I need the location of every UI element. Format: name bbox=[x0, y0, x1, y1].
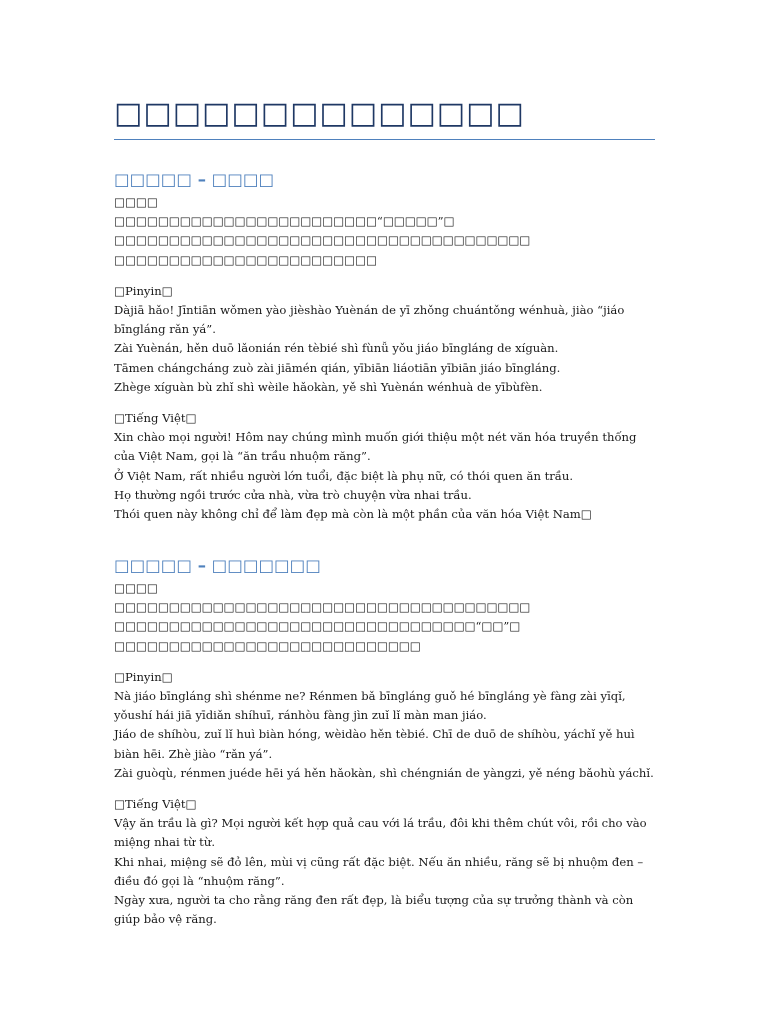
vietnamese-label: □Tiếng Việt□ bbox=[114, 797, 197, 812]
pinyin-line: Nà jiáo bīngláng shì shénme ne? Rénmen bǎ bīngláng guǒ hé bīngláng yè fàng zài yīqǐ, yǒushí hái jiā yīdiǎn shíhuī, ránhòu fàng jìn zuǐ lǐ màn man jiáo. bbox=[114, 689, 626, 723]
chinese-line: □□□□□□□□□□□□□□□□□□□□□□□□□□□□□□□□□“□□”□ bbox=[114, 619, 521, 634]
vietnamese-line: Thói quen này không chỉ để làm đẹp mà còn là một phần của văn hóa Việt Nam□ bbox=[114, 507, 592, 522]
vietnamese-line: Họ thường ngồi trước cửa nhà, vừa trò chuyện vừa nhai trầu. bbox=[114, 487, 472, 502]
chinese-line: □□□□□□□□□□□□□□□□□□□□□□□□□□□□ bbox=[114, 638, 421, 653]
section-heading: □□□□□ – □□□□ bbox=[114, 170, 275, 189]
pinyin-line: Zài Yuènán, hěn duō lǎonián rén tèbié shì fùnǚ yǒu jiáo bīngláng de xíguàn. bbox=[114, 341, 559, 356]
pinyin-line: Zài guòqù, rénmen juéde hēi yá hěn hǎokàn, shì chéngnián de yàngzi, yě néng bǎohù yáchǐ. bbox=[114, 765, 654, 780]
pinyin-line: Jiáo de shíhòu, zuǐ lǐ huì biàn hóng, wèidào hěn tèbié. Chī de duō de shíhòu, yáchǐ yě huì biàn hēi. Zhè jiào “rǎn yá”. bbox=[114, 727, 635, 761]
pinyin-label: □Pinyin□ bbox=[114, 283, 173, 298]
chinese-label: □□□□ bbox=[114, 195, 158, 209]
pinyin-line: Dàjiā hǎo! Jīntiān wǒmen yào jièshào Yuènán de yī zhǒng chuántǒng wénhuà, jiào “jiáo bīngláng rǎn yá”. bbox=[114, 303, 625, 337]
pinyin-line: Tāmen chángcháng zuò zài jiāmén qián, yībiān liáotiān yībiān jiáo bīngláng. bbox=[114, 360, 561, 375]
vietnamese-line: Vậy ăn trầu là gì? Mọi người kết hợp quả cau với lá trầu, đôi khi thêm chút vôi, rồi cho vào miệng nhai từ từ. bbox=[114, 816, 647, 850]
chinese-line: □□□□□□□□□□□□□□□□□□□□□□□□□□□□□□□□□□□□□□ bbox=[114, 233, 531, 248]
vietnamese-line: Khi nhai, miệng sẽ đỏ lên, mùi vị cũng rất đặc biệt. Nếu ăn nhiều, răng sẽ bị nhuộm đen – điều đó gọi là “nhuộm răng”. bbox=[114, 854, 644, 888]
vietnamese-line: Ngày xưa, người ta cho rằng răng đen rất đẹp, là biểu tượng của sự trưởng thành và còn giúp bảo vệ răng. bbox=[114, 893, 634, 927]
vietnamese-label: □Tiếng Việt□ bbox=[114, 411, 197, 426]
vietnamese-line: Xin chào mọi người! Hôm nay chúng mình muốn giới thiệu một nét văn hóa truyền thống của Việt Nam, gọi là “ăn trầu nhuộm răng”. bbox=[114, 430, 637, 464]
pinyin-label: □Pinyin□ bbox=[114, 669, 173, 684]
chinese-line: □□□□□□□□□□□□□□□□□□□□□□□□□□□□□□□□□□□□□□ bbox=[114, 600, 531, 615]
chinese-line: □□□□□□□□□□□□□□□□□□□□□□□□ bbox=[114, 252, 377, 267]
vietnamese-line: Ở Việt Nam, rất nhiều người lớn tuổi, đặc biệt là phụ nữ, có thói quen ăn trầu. bbox=[114, 468, 574, 483]
pinyin-line: Zhège xíguàn bù zhǐ shì wèile hǎokàn, yě shì Yuènán wénhuà de yībùfèn. bbox=[114, 379, 543, 394]
chinese-label: □□□□ bbox=[114, 581, 158, 595]
document-title: □□□□□□□□□□□□□□ bbox=[114, 96, 655, 140]
chinese-line: □□□□□□□□□□□□□□□□□□□□□□□□“□□□□□”□ bbox=[114, 214, 455, 229]
section-1 bbox=[114, 170, 659, 524]
section-heading: □□□□□ – □□□□□□□ bbox=[114, 556, 321, 575]
section-2 bbox=[114, 556, 659, 929]
